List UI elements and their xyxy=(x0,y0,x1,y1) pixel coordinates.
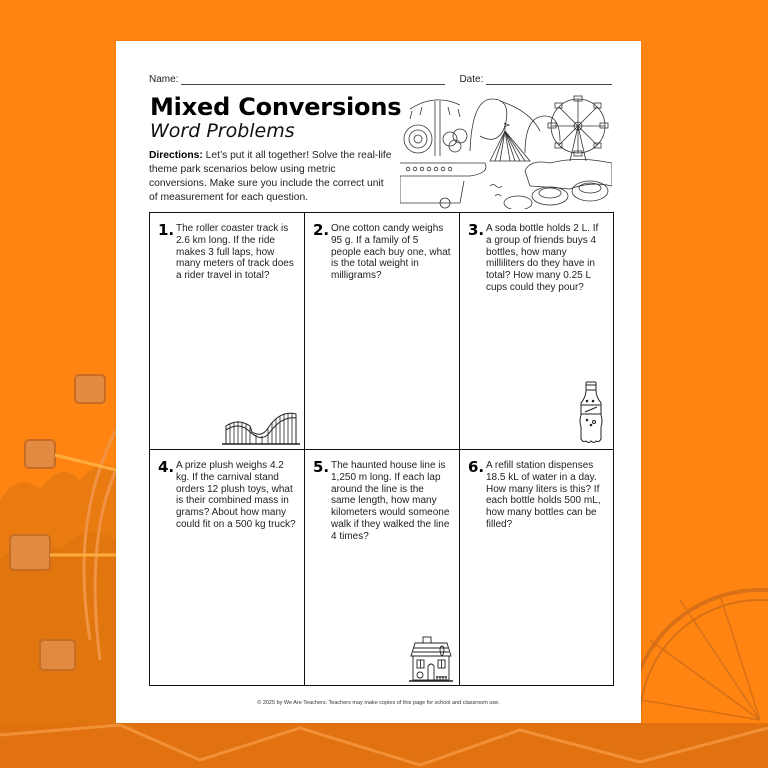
problem-text: A soda bottle holds 2 L. If a group of friends buys 4 bottles, how many milliliters do they have in total? How many 0.25 L cups could they pour? xyxy=(486,223,599,293)
directions-label: Directions: xyxy=(149,150,203,161)
soda-bottle-icon xyxy=(577,381,605,445)
theme-park-illustration xyxy=(400,91,612,209)
worksheet-page xyxy=(116,41,641,723)
problem-text: The haunted house line is 1,250 m long. If each lap around the line is the same length, how many kilometers would someone walk if they walked the line 4 times? xyxy=(331,460,450,542)
date-field[interactable] xyxy=(486,74,612,85)
copyright-footer: © 2025 by We Are Teachers. Teachers may make copies of this page for school and classroom use. xyxy=(257,700,500,706)
problem-cell-4[interactable] xyxy=(150,450,305,685)
name-label: Name: xyxy=(149,74,179,85)
problem-cell-3[interactable] xyxy=(460,213,613,450)
problems-grid xyxy=(149,212,614,686)
name-date-row xyxy=(149,71,612,85)
problem-number: 6. xyxy=(468,458,485,476)
problem-text: One cotton candy weighs 95 g. If a family of 5 people each buy one, what is the total weight in milligrams? xyxy=(331,223,451,282)
problem-cell-6[interactable] xyxy=(460,450,613,685)
problem-text: A refill station dispenses 18.5 kL of water in a day. How many liters is this? If each bottle holds 500 mL, how many bottles can be filled? xyxy=(486,460,601,530)
page-title: Mixed Conversions xyxy=(150,93,402,121)
problem-number: 1. xyxy=(158,221,175,239)
page-subtitle: Word Problems xyxy=(150,120,295,142)
problem-cell-2[interactable] xyxy=(305,213,460,450)
problem-cell-5[interactable] xyxy=(305,450,460,685)
problem-text: The roller coaster track is 2.6 km long. If the ride makes 3 full laps, how many meters of track does a rider travel in total? xyxy=(176,223,294,282)
problem-number: 3. xyxy=(468,221,485,239)
problem-number: 4. xyxy=(158,458,175,476)
directions-text: Let’s put it all together! Solve the real-life theme park scenarios below using metric conversions. Make sure you include the correct unit of measurement for each question. xyxy=(149,150,392,203)
date-label: Date: xyxy=(459,74,484,85)
problem-number: 2. xyxy=(313,221,330,239)
haunted-house-icon xyxy=(409,636,453,682)
name-field[interactable] xyxy=(181,74,445,85)
roller-coaster-icon xyxy=(222,408,300,446)
directions xyxy=(149,149,394,205)
problem-text: A prize plush weighs 4.2 kg. If the carnival stand orders 12 plush toys, what is their combined mass in grams? About how many could fit on a 500 kg truck? xyxy=(176,460,296,530)
problem-cell-1[interactable] xyxy=(150,213,305,450)
problem-number: 5. xyxy=(313,458,330,476)
